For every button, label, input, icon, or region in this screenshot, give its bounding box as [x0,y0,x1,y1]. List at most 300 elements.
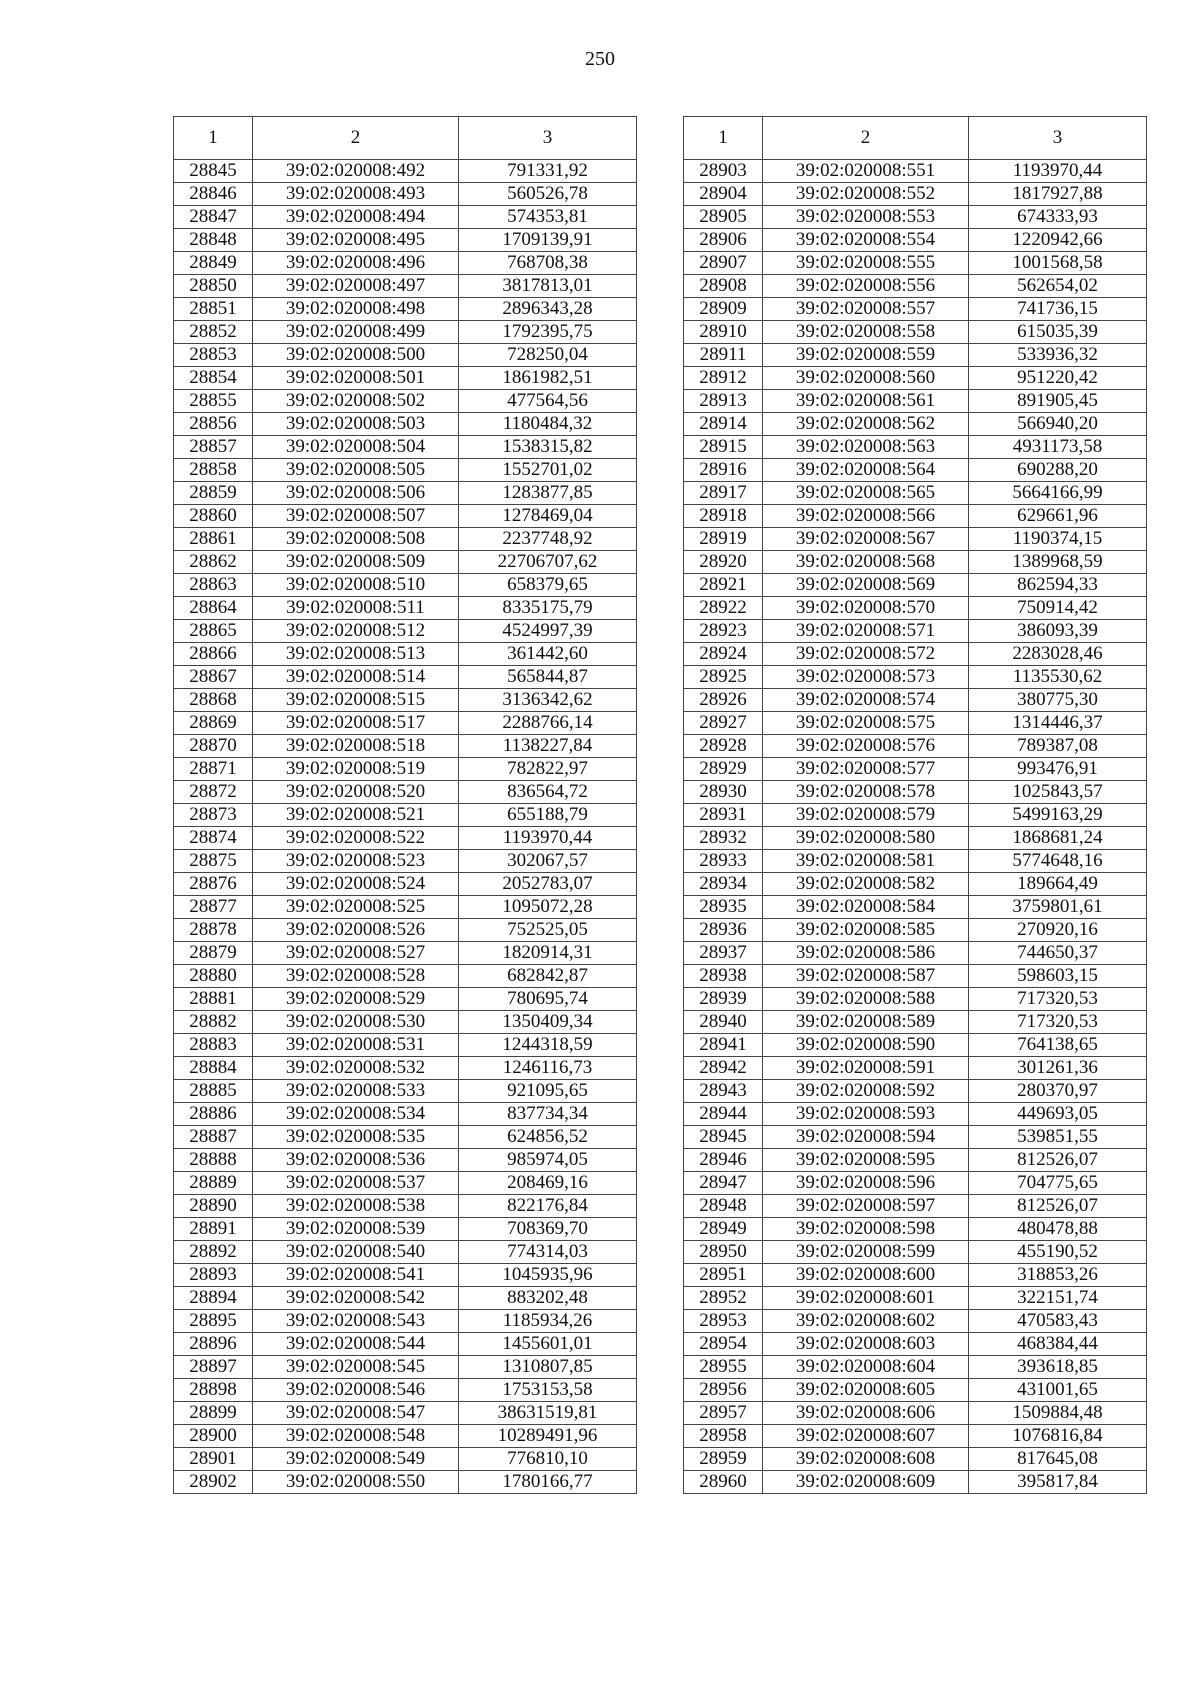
cadastral-number-cell: 39:02:020008:555 [763,252,969,275]
row-number-cell: 28883 [174,1034,253,1057]
value-cell: 717320,53 [969,988,1147,1011]
cadastral-number-cell: 39:02:020008:605 [763,1379,969,1402]
value-cell: 768708,38 [459,252,637,275]
row-number-cell: 28849 [174,252,253,275]
table-row [684,1126,1147,1149]
value-cell: 3759801,61 [969,896,1147,919]
table-row [684,712,1147,735]
cadastral-number-cell: 39:02:020008:541 [253,1264,459,1287]
table-row [684,574,1147,597]
row-number-cell: 28953 [684,1310,763,1333]
cadastral-number-cell: 39:02:020008:566 [763,505,969,528]
row-number-cell: 28898 [174,1379,253,1402]
cadastral-number-cell: 39:02:020008:518 [253,735,459,758]
table-row [684,160,1147,183]
value-cell: 1001568,58 [969,252,1147,275]
cadastral-number-cell: 39:02:020008:502 [253,390,459,413]
table-row [684,758,1147,781]
row-number-cell: 28920 [684,551,763,574]
table-row [174,505,637,528]
value-cell: 752525,05 [459,919,637,942]
value-cell: 562654,02 [969,275,1147,298]
value-cell: 817645,08 [969,1448,1147,1471]
value-cell: 22706707,62 [459,551,637,574]
value-cell: 741736,15 [969,298,1147,321]
value-cell: 655188,79 [459,804,637,827]
cadastral-number-cell: 39:02:020008:561 [763,390,969,413]
row-number-cell: 28859 [174,482,253,505]
value-cell: 270920,16 [969,919,1147,942]
table-row [174,459,637,482]
cadastral-number-cell: 39:02:020008:536 [253,1149,459,1172]
table-row [684,873,1147,896]
cadastral-number-cell: 39:02:020008:497 [253,275,459,298]
row-number-cell: 28879 [174,942,253,965]
table-row [174,1149,637,1172]
cadastral-number-cell: 39:02:020008:553 [763,206,969,229]
row-number-cell: 28927 [684,712,763,735]
value-cell: 566940,20 [969,413,1147,436]
row-number-cell: 28937 [684,942,763,965]
cadastral-number-cell: 39:02:020008:522 [253,827,459,850]
table-row [684,252,1147,275]
table-row [174,712,637,735]
cadastral-number-cell: 39:02:020008:557 [763,298,969,321]
value-cell: 38631519,81 [459,1402,637,1425]
cadastral-number-cell: 39:02:020008:534 [253,1103,459,1126]
value-cell: 189664,49 [969,873,1147,896]
table-row [174,1080,637,1103]
cadastral-number-cell: 39:02:020008:554 [763,229,969,252]
table-row [174,804,637,827]
value-cell: 5774648,16 [969,850,1147,873]
row-number-cell: 28925 [684,666,763,689]
cadastral-number-cell: 39:02:020008:507 [253,505,459,528]
row-number-cell: 28860 [174,505,253,528]
table-row [174,781,637,804]
cadastral-number-cell: 39:02:020008:552 [763,183,969,206]
table-row [174,988,637,1011]
value-cell: 658379,65 [459,574,637,597]
value-cell: 449693,05 [969,1103,1147,1126]
row-number-cell: 28948 [684,1195,763,1218]
row-number-cell: 28882 [174,1011,253,1034]
cadastral-number-cell: 39:02:020008:599 [763,1241,969,1264]
cadastral-number-cell: 39:02:020008:600 [763,1264,969,1287]
table-row [684,344,1147,367]
row-number-cell: 28880 [174,965,253,988]
table-row [684,275,1147,298]
table-row [684,436,1147,459]
row-number-cell: 28884 [174,1057,253,1080]
table-row [174,689,637,712]
cadastral-number-cell: 39:02:020008:510 [253,574,459,597]
row-number-cell: 28951 [684,1264,763,1287]
table-row [174,919,637,942]
value-cell: 1135530,62 [969,666,1147,689]
table-row [174,367,637,390]
value-cell: 1538315,82 [459,436,637,459]
value-cell: 280370,97 [969,1080,1147,1103]
value-cell: 985974,05 [459,1149,637,1172]
table-row [174,735,637,758]
value-cell: 2896343,28 [459,298,637,321]
cadastral-number-cell: 39:02:020008:587 [763,965,969,988]
value-cell: 2283028,46 [969,643,1147,666]
table-row [684,1034,1147,1057]
value-cell: 1861982,51 [459,367,637,390]
value-cell: 1246116,73 [459,1057,637,1080]
cadastral-number-cell: 39:02:020008:501 [253,367,459,390]
cadastral-number-cell: 39:02:020008:492 [253,160,459,183]
column-header-2: 2 [253,117,459,160]
value-cell: 812526,07 [969,1195,1147,1218]
cadastral-number-cell: 39:02:020008:564 [763,459,969,482]
row-number-cell: 28939 [684,988,763,1011]
table-row [174,1448,637,1471]
row-number-cell: 28856 [174,413,253,436]
cadastral-number-cell: 39:02:020008:571 [763,620,969,643]
value-cell: 862594,33 [969,574,1147,597]
cadastral-number-cell: 39:02:020008:511 [253,597,459,620]
value-cell: 837734,34 [459,1103,637,1126]
row-number-cell: 28865 [174,620,253,643]
table-row [684,321,1147,344]
cadastral-number-cell: 39:02:020008:513 [253,643,459,666]
cadastral-number-cell: 39:02:020008:540 [253,1241,459,1264]
row-number-cell: 28897 [174,1356,253,1379]
header-row [684,117,1147,160]
value-cell: 791331,92 [459,160,637,183]
cadastral-number-cell: 39:02:020008:569 [763,574,969,597]
value-cell: 776810,10 [459,1448,637,1471]
cadastral-number-cell: 39:02:020008:498 [253,298,459,321]
row-number-cell: 28870 [174,735,253,758]
cadastral-number-cell: 39:02:020008:543 [253,1310,459,1333]
cadastral-number-cell: 39:02:020008:506 [253,482,459,505]
value-cell: 1552701,02 [459,459,637,482]
value-cell: 629661,96 [969,505,1147,528]
row-number-cell: 28928 [684,735,763,758]
table-row [684,689,1147,712]
table-row [684,850,1147,873]
table-row [174,183,637,206]
value-cell: 2288766,14 [459,712,637,735]
cadastral-number-cell: 39:02:020008:499 [253,321,459,344]
value-cell: 1455601,01 [459,1333,637,1356]
table-row [684,1241,1147,1264]
table-row [684,1448,1147,1471]
table-row [684,1333,1147,1356]
row-number-cell: 28957 [684,1402,763,1425]
cadastral-number-cell: 39:02:020008:550 [253,1471,459,1494]
cadastral-number-cell: 39:02:020008:508 [253,528,459,551]
table-row [684,827,1147,850]
value-cell: 431001,65 [969,1379,1147,1402]
value-cell: 1820914,31 [459,942,637,965]
cadastral-number-cell: 39:02:020008:547 [253,1402,459,1425]
value-cell: 3817813,01 [459,275,637,298]
row-number-cell: 28915 [684,436,763,459]
row-number-cell: 28878 [174,919,253,942]
row-number-cell: 28946 [684,1149,763,1172]
value-cell: 1283877,85 [459,482,637,505]
cadastral-number-cell: 39:02:020008:597 [763,1195,969,1218]
value-cell: 380775,30 [969,689,1147,712]
cadastral-number-cell: 39:02:020008:604 [763,1356,969,1379]
row-number-cell: 28885 [174,1080,253,1103]
table-row [174,436,637,459]
value-cell: 533936,32 [969,344,1147,367]
table-row [174,344,637,367]
value-cell: 717320,53 [969,1011,1147,1034]
row-number-cell: 28846 [174,183,253,206]
table-row [684,965,1147,988]
row-number-cell: 28918 [684,505,763,528]
value-cell: 2052783,07 [459,873,637,896]
table-row [684,1471,1147,1494]
value-cell: 301261,36 [969,1057,1147,1080]
row-number-cell: 28889 [174,1172,253,1195]
row-number-cell: 28901 [174,1448,253,1471]
row-number-cell: 28881 [174,988,253,1011]
table-row [174,1103,637,1126]
value-cell: 5664166,99 [969,482,1147,505]
cadastral-number-cell: 39:02:020008:590 [763,1034,969,1057]
table-row [174,620,637,643]
value-cell: 1185934,26 [459,1310,637,1333]
cadastral-number-cell: 39:02:020008:595 [763,1149,969,1172]
value-cell: 1138227,84 [459,735,637,758]
row-number-cell: 28955 [684,1356,763,1379]
row-number-cell: 28886 [174,1103,253,1126]
cadastral-number-cell: 39:02:020008:577 [763,758,969,781]
row-number-cell: 28904 [684,183,763,206]
cadastral-number-cell: 39:02:020008:574 [763,689,969,712]
value-cell: 1180484,32 [459,413,637,436]
cadastral-number-cell: 39:02:020008:512 [253,620,459,643]
cadastral-number-cell: 39:02:020008:551 [763,160,969,183]
row-number-cell: 28934 [684,873,763,896]
value-cell: 782822,97 [459,758,637,781]
table-row [174,413,637,436]
table-row [684,229,1147,252]
value-cell: 2237748,92 [459,528,637,551]
cadastral-number-cell: 39:02:020008:530 [253,1011,459,1034]
value-cell: 395817,84 [969,1471,1147,1494]
value-cell: 1076816,84 [969,1425,1147,1448]
value-cell: 836564,72 [459,781,637,804]
table-row [684,643,1147,666]
row-number-cell: 28890 [174,1195,253,1218]
row-number-cell: 28940 [684,1011,763,1034]
table-row [684,942,1147,965]
value-cell: 1817927,88 [969,183,1147,206]
column-header-3: 3 [459,117,637,160]
cadastral-number-cell: 39:02:020008:544 [253,1333,459,1356]
value-cell: 951220,42 [969,367,1147,390]
row-number-cell: 28926 [684,689,763,712]
row-number-cell: 28943 [684,1080,763,1103]
value-cell: 1868681,24 [969,827,1147,850]
row-number-cell: 28954 [684,1333,763,1356]
row-number-cell: 28868 [174,689,253,712]
table-row [174,574,637,597]
value-cell: 615035,39 [969,321,1147,344]
row-number-cell: 28851 [174,298,253,321]
table-row [174,1034,637,1057]
cadastral-number-cell: 39:02:020008:515 [253,689,459,712]
row-number-cell: 28907 [684,252,763,275]
value-cell: 728250,04 [459,344,637,367]
table-row [684,666,1147,689]
row-number-cell: 28850 [174,275,253,298]
row-number-cell: 28949 [684,1218,763,1241]
table-row [174,1287,637,1310]
cadastral-number-cell: 39:02:020008:594 [763,1126,969,1149]
cadastral-number-cell: 39:02:020008:523 [253,850,459,873]
row-number-cell: 28908 [684,275,763,298]
table-row [174,252,637,275]
value-cell: 1095072,28 [459,896,637,919]
row-number-cell: 28867 [174,666,253,689]
value-cell: 1350409,34 [459,1011,637,1034]
row-number-cell: 28864 [174,597,253,620]
table-row [684,597,1147,620]
value-cell: 1220942,66 [969,229,1147,252]
table-row [684,551,1147,574]
cadastral-number-cell: 39:02:020008:542 [253,1287,459,1310]
value-cell: 1753153,58 [459,1379,637,1402]
value-cell: 1025843,57 [969,781,1147,804]
table-row [174,1310,637,1333]
cadastral-number-cell: 39:02:020008:575 [763,712,969,735]
row-number-cell: 28922 [684,597,763,620]
row-number-cell: 28873 [174,804,253,827]
cadastral-number-cell: 39:02:020008:549 [253,1448,459,1471]
table-row [174,160,637,183]
cadastral-number-cell: 39:02:020008:563 [763,436,969,459]
table-row [684,298,1147,321]
cadastral-number-cell: 39:02:020008:607 [763,1425,969,1448]
row-number-cell: 28941 [684,1034,763,1057]
value-cell: 1509884,48 [969,1402,1147,1425]
table-row [174,965,637,988]
column-header-1: 1 [684,117,763,160]
cadastral-number-cell: 39:02:020008:504 [253,436,459,459]
cadastral-number-cell: 39:02:020008:521 [253,804,459,827]
row-number-cell: 28958 [684,1425,763,1448]
cadastral-number-cell: 39:02:020008:562 [763,413,969,436]
cadastral-number-cell: 39:02:020008:608 [763,1448,969,1471]
cadastral-number-cell: 39:02:020008:596 [763,1172,969,1195]
table-row [684,459,1147,482]
table-row [684,896,1147,919]
cadastral-number-cell: 39:02:020008:529 [253,988,459,1011]
table-row [174,1241,637,1264]
value-cell: 812526,07 [969,1149,1147,1172]
row-number-cell: 28853 [174,344,253,367]
row-number-cell: 28909 [684,298,763,321]
table-row [684,1149,1147,1172]
cadastral-number-cell: 39:02:020008:585 [763,919,969,942]
cadastral-number-cell: 39:02:020008:533 [253,1080,459,1103]
value-cell: 789387,08 [969,735,1147,758]
row-number-cell: 28869 [174,712,253,735]
value-cell: 674333,93 [969,206,1147,229]
table-row [684,1425,1147,1448]
value-cell: 8335175,79 [459,597,637,620]
row-number-cell: 28956 [684,1379,763,1402]
table-row [174,1011,637,1034]
table-row [684,1310,1147,1333]
row-number-cell: 28938 [684,965,763,988]
row-number-cell: 28861 [174,528,253,551]
table-row [684,988,1147,1011]
row-number-cell: 28871 [174,758,253,781]
row-number-cell: 28858 [174,459,253,482]
cadastral-number-cell: 39:02:020008:593 [763,1103,969,1126]
row-number-cell: 28854 [174,367,253,390]
row-number-cell: 28950 [684,1241,763,1264]
row-number-cell: 28930 [684,781,763,804]
value-cell: 3136342,62 [459,689,637,712]
cadastral-number-cell: 39:02:020008:570 [763,597,969,620]
cadastral-number-cell: 39:02:020008:559 [763,344,969,367]
table-row [684,1172,1147,1195]
cadastral-number-cell: 39:02:020008:525 [253,896,459,919]
table-row [684,919,1147,942]
cadastral-number-cell: 39:02:020008:582 [763,873,969,896]
row-number-cell: 28891 [174,1218,253,1241]
value-cell: 470583,43 [969,1310,1147,1333]
value-cell: 318853,26 [969,1264,1147,1287]
value-cell: 704775,65 [969,1172,1147,1195]
column-header-1: 1 [174,117,253,160]
table-row [684,206,1147,229]
row-number-cell: 28947 [684,1172,763,1195]
cadastral-number-cell: 39:02:020008:514 [253,666,459,689]
value-cell: 477564,56 [459,390,637,413]
value-cell: 764138,65 [969,1034,1147,1057]
table-row [684,1057,1147,1080]
row-number-cell: 28916 [684,459,763,482]
table-row [174,482,637,505]
table-row [174,1218,637,1241]
table-row [174,873,637,896]
row-number-cell: 28910 [684,321,763,344]
value-cell: 393618,85 [969,1356,1147,1379]
row-number-cell: 28888 [174,1149,253,1172]
row-number-cell: 28923 [684,620,763,643]
value-cell: 1193970,44 [969,160,1147,183]
value-cell: 1709139,91 [459,229,637,252]
table-row [684,804,1147,827]
value-cell: 750914,42 [969,597,1147,620]
table-row [684,1011,1147,1034]
value-cell: 708369,70 [459,1218,637,1241]
row-number-cell: 28875 [174,850,253,873]
value-cell: 539851,55 [969,1126,1147,1149]
value-cell: 10289491,96 [459,1425,637,1448]
row-number-cell: 28936 [684,919,763,942]
cadastral-number-cell: 39:02:020008:592 [763,1080,969,1103]
row-number-cell: 28913 [684,390,763,413]
cadastral-number-cell: 39:02:020008:603 [763,1333,969,1356]
table-row [174,643,637,666]
cadastral-number-cell: 39:02:020008:556 [763,275,969,298]
cadastral-number-cell: 39:02:020008:493 [253,183,459,206]
